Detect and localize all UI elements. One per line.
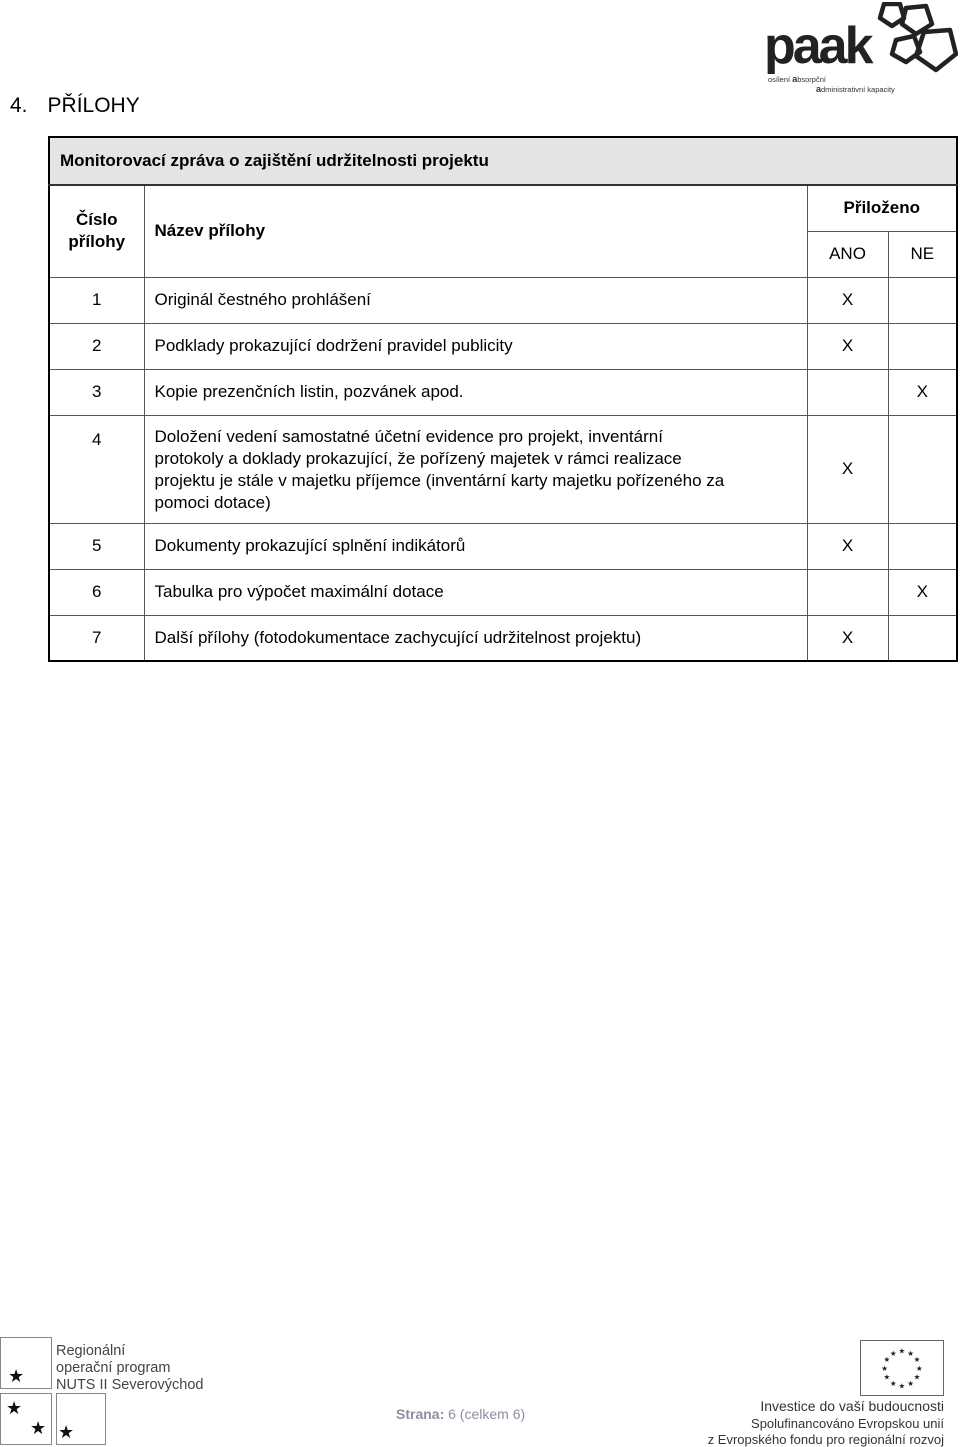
header-attached: Přiloženo <box>807 185 957 231</box>
eu-star-icon: ★ <box>898 1381 906 1391</box>
row-no-mark <box>888 523 957 569</box>
row-name: Tabulka pro výpočet maximální dotace <box>144 569 807 615</box>
table-row <box>49 615 957 661</box>
row-name: Kopie prezenčních listin, pozvánek apod. <box>144 369 807 415</box>
eu-star-icon: ★ <box>889 1348 897 1358</box>
row-name: Další přílohy (fotodokumentace zachycující udržitelnost projektu) <box>144 615 807 661</box>
row-yes-mark: X <box>807 615 888 661</box>
eu-line-1: Investice do vaší budoucnosti <box>760 1398 944 1414</box>
row-name: Podklady prokazující dodržení pravidel publicity <box>144 323 807 369</box>
eu-star-icon: ★ <box>889 1378 897 1388</box>
table-header-row <box>49 185 957 231</box>
rop-line-2: operační program <box>56 1360 171 1376</box>
paak-logo <box>762 2 958 94</box>
star-icon: ★ <box>58 1422 75 1442</box>
eu-star-icon: ★ <box>898 1346 906 1356</box>
eu-star-icon: ★ <box>913 1372 921 1382</box>
eu-logo <box>700 1338 958 1446</box>
row-number: 3 <box>49 369 144 415</box>
row-number: 2 <box>49 323 144 369</box>
eu-line-2: Spolufinancováno Evropskou unií <box>751 1416 944 1431</box>
eu-star-icon: ★ <box>913 1355 921 1365</box>
pentagon-cluster-icon <box>866 2 958 84</box>
row-number: 5 <box>49 523 144 569</box>
header-number: Číslo přílohy <box>49 185 144 277</box>
row-yes-mark <box>807 369 888 415</box>
eu-star-icon: ★ <box>907 1348 915 1358</box>
table-title-row <box>49 137 957 185</box>
row-name <box>144 415 807 523</box>
row-name: Dokumenty prokazující splnění indikátorů <box>144 523 807 569</box>
header-name: Název přílohy <box>144 185 807 277</box>
row-yes-mark: X <box>807 415 888 523</box>
eu-star-icon: ★ <box>915 1363 923 1373</box>
rop-line-1: Regionální <box>56 1343 126 1359</box>
row-number: 4 <box>49 415 144 523</box>
row-name-line: projektu je stále v majetku příjemce (inventární karty majetku pořízeného za <box>154 471 725 490</box>
logo-line1-bold: a <box>792 74 798 84</box>
star-icon: ★ <box>30 1418 47 1438</box>
eu-star-icon: ★ <box>883 1355 891 1365</box>
row-no-mark <box>888 615 957 661</box>
attachments-table <box>48 136 958 662</box>
row-yes-mark: X <box>807 523 888 569</box>
star-icon: ★ <box>6 1398 23 1418</box>
row-number: 7 <box>49 615 144 661</box>
logo-line2-bold: a <box>816 84 822 94</box>
section-number: 4. <box>10 94 28 117</box>
table-row <box>49 323 957 369</box>
logo-line2-tail: kapacity <box>867 85 895 94</box>
row-no-mark: X <box>888 369 957 415</box>
row-yes-mark <box>807 569 888 615</box>
logo-subline-2 <box>816 84 895 94</box>
row-name-line: pomoci dotace) <box>154 493 271 512</box>
table-row <box>49 277 957 323</box>
logo-line2-rest: dministrativní <box>821 85 866 94</box>
section-heading <box>10 94 140 118</box>
logo-subline-1 <box>768 74 826 84</box>
row-name: Originál čestného prohlášení <box>144 277 807 323</box>
table-row <box>49 415 957 523</box>
row-no-mark <box>888 415 957 523</box>
row-no-mark <box>888 323 957 369</box>
rop-line-3: NUTS II Severovýchod <box>56 1377 204 1393</box>
logo-line1-rest: bsorpční <box>797 75 826 84</box>
eu-star-icon: ★ <box>881 1363 889 1373</box>
table-title: Monitorovací zpráva o zajištění udržitelnosti projektu <box>49 137 957 185</box>
row-number: 1 <box>49 277 144 323</box>
header-yes: ANO <box>807 231 888 277</box>
row-yes-mark: X <box>807 277 888 323</box>
logo-line1: osílení <box>768 75 791 84</box>
rop-logo <box>0 1337 220 1447</box>
row-number: 6 <box>49 569 144 615</box>
eu-star-icon: ★ <box>907 1378 915 1388</box>
row-name-line: protokoly a doklady prokazující, že pořízený majetek v rámci realizace <box>154 449 682 468</box>
logo-wordmark <box>764 17 871 75</box>
row-yes-mark: X <box>807 323 888 369</box>
eu-line-3: z Evropského fondu pro regionální rozvoj <box>707 1432 944 1447</box>
row-no-mark <box>888 277 957 323</box>
row-no-mark: X <box>888 569 957 615</box>
table-row <box>49 369 957 415</box>
page-label: Strana: <box>396 1406 445 1422</box>
eu-star-icon: ★ <box>883 1372 891 1382</box>
row-name-line: Doložení vedení samostatné účetní evidence pro projekt, inventární <box>154 427 663 446</box>
page-number <box>396 1406 525 1422</box>
table-row <box>49 523 957 569</box>
page-value: 6 (celkem 6) <box>448 1406 526 1422</box>
header-no: NE <box>888 231 957 277</box>
section-title: PŘÍLOHY <box>47 94 140 117</box>
table-row <box>49 569 957 615</box>
star-icon: ★ <box>8 1366 25 1386</box>
eu-flag-icon <box>860 1340 944 1396</box>
logo-word-text: paak <box>764 17 871 75</box>
